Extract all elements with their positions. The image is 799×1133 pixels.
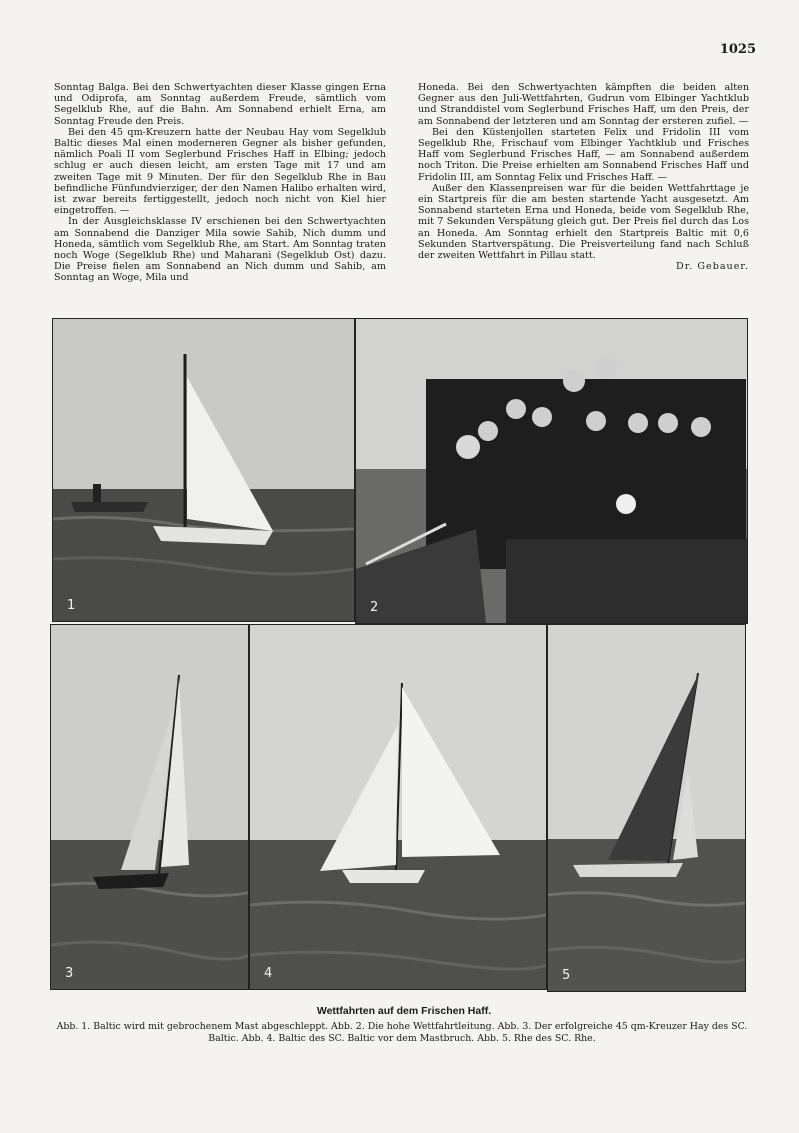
photo-number: 3	[65, 966, 74, 981]
paragraph: In der Ausgleichsklasse IV erschienen bei den Schwertyachten am Sonnabend die Danziger Mila sowie Sahib, Nich dumm und Honeda, sämtlich vom Segelklub Rhe, am Start. Am Sonntag traten noch Woge (Segelklub Rhe) und Maharani (Segelklub Ost) dazu. Die Preise fielen am Sonnabend an Nich dumm und Sahib, am Sonntag an Woge, Mila und	[54, 216, 386, 284]
photo-1-towed-yacht	[52, 318, 355, 622]
photo-3-yacht-hay	[50, 624, 249, 990]
figure-caption-title: Wettfahrten auf dem Frischen Haff.	[316, 1005, 492, 1017]
photo-4-yacht-baltic	[249, 624, 547, 990]
photo-number: 1	[67, 598, 76, 613]
photo-2-image	[356, 319, 747, 623]
page-number: 1025	[719, 42, 756, 57]
photo-4-image	[250, 625, 546, 989]
paragraph: Bei den 45 qm-Kreuzern hatte der Neubau Hay vom Segelklub Baltic dieses Mal einen moderneren Gegner als bisher gefunden, nämlich Poali II vom Seglerbund Frisches Haff in Elbing; jedoch schlug er auch diesen leicht, am ersten Tage mit 17 und am zweiten Tage mit 9 Minuten. Der für den Segelklub Rhe in Bau befindliche Fünfundvierziger, der den Namen Halibo erhalten wird, ist zwar bereits fertiggestellt, jedoch noch nicht von Kiel hier eingetroffen. —	[54, 126, 386, 217]
photo-5-image	[548, 625, 745, 991]
text-column-left	[54, 82, 386, 284]
photo-2-race-committee	[355, 318, 748, 624]
photo-number: 5	[562, 968, 571, 983]
author-signature: Dr. Gebauer.	[676, 261, 749, 273]
paragraph: Sonntag Balga. Bei den Schwertyachten dieser Klasse gingen Erna und Odiprofa, am Sonntag außerdem Freude, sämtlich vom Segelklub Rhe, auf die Bahn. Am Sonnabend erhielt Erna, am Sonntag Freude den Preis.	[54, 82, 386, 127]
photo-3-image	[51, 625, 248, 989]
photo-1-image	[53, 319, 354, 621]
paragraph: Honeda. Bei den Schwertyachten kämpften die beiden alten Gegner aus den Juli-Wettfahrten, Gudrun vom Elbinger Yachtklub und Stranddistel vom Seglerbund Frisches Haff, um den Preis, der am Sonnabend der letzteren und am Sonntag der ersteren zufiel. —	[418, 82, 749, 127]
paragraph: Außer den Klassenpreisen war für die beiden Wettfahrttage je ein Startpreis für die am besten startende Yacht ausgesetzt. Am Sonnabend starteten Erna und Honeda, beide vom Segelklub Rhe, mit 7 Sekunden Verspätung gleich gut. Der Preis fiel durch das Los an Honeda. Am Sonntag erhielt den Startpreis Baltic mit 0,6 Sekunden Startverspätung. Die Preisverteilung fand nach Schluß der zweiten Wettfahrt in Pillau statt.	[418, 182, 749, 262]
photo-number: 2	[370, 600, 379, 615]
photo-number: 4	[264, 966, 273, 981]
photo-5-yacht-rhe	[547, 624, 746, 992]
paragraph: Bei den Küstenjollen starteten Felix und Fridolin III vom Segelklub Rhe, Frischauf vom Elbinger Yachtklub und Frisches Haff vom Seglerbund Frisches Haff, — am Sonnabend außerdem noch Triton. Die Preise erhielten am Sonnabend Frisches Haff und Fridolin III, am Sonntag Felix und Frisches Haff. —	[418, 126, 749, 183]
figure-caption-text: Abb. 1. Baltic wird mit gebrochenem Mast abgeschleppt. Abb. 2. Die hohe Wettfahrtleitung. Abb. 3. Der erfolgreiche 45 qm-Kreuzer Hay des SC. Baltic. Abb. 4. Baltic des SC. Baltic vor dem Mastbruch. Abb. 5. Rhe des SC. Rhe.	[56, 1021, 748, 1044]
text-column-right	[418, 82, 749, 272]
